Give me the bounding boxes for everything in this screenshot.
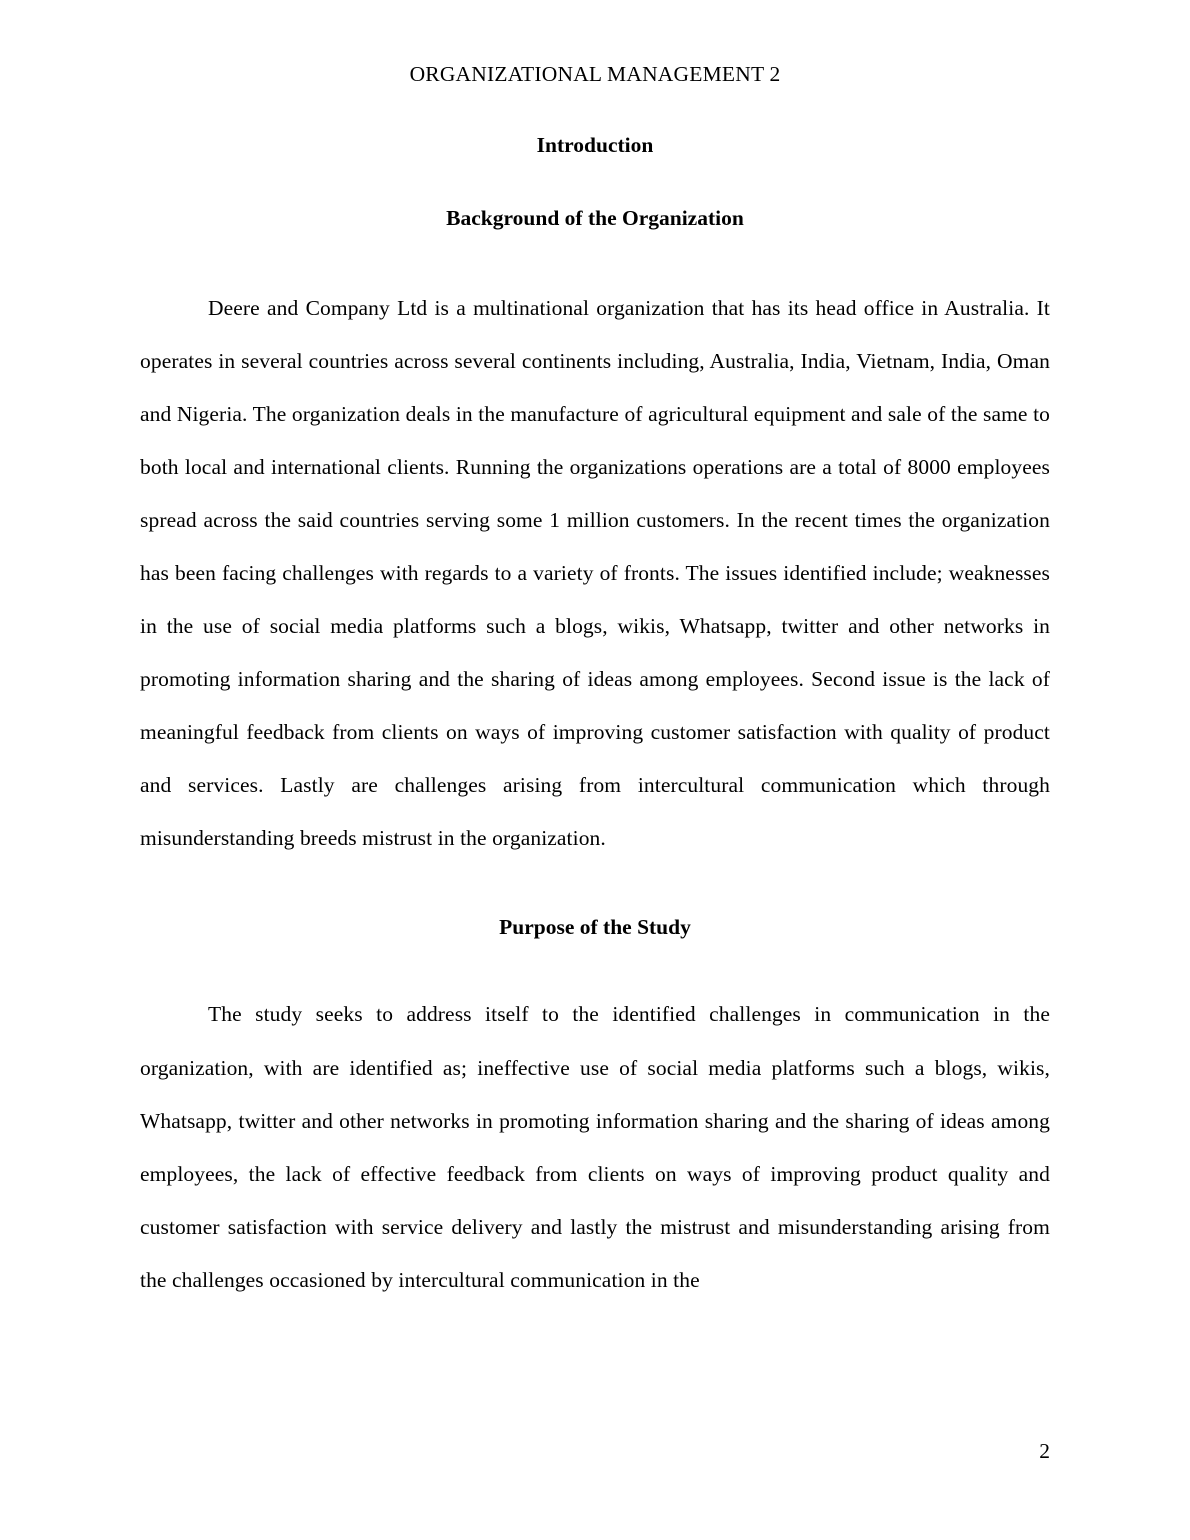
running-head: ORGANIZATIONAL MANAGEMENT 2 — [409, 62, 781, 86]
paragraph-background: Deere and Company Ltd is a multinational organization that has its head office in Australia. It operates in several countries across several continents including, Australia, India, Vietnam, India, Oman and Nigeria. The organization deals in the manufacture of agricultural equipment and sale of the same to both local and international clients. Running the organizations operations are a total of 8000 employees spread across the said countries serving some 1 million customers. In the recent times the organization has been facing challenges with regards to a variety of fronts. The issues identified include; weaknesses in the use of social media platforms such a blogs, wikis, Whatsapp, twitter and other networks in promoting information sharing and the sharing of ideas among employees. Second issue is the lack of meaningful feedback from clients on ways of improving customer satisfaction with quality of product and services. Lastly are challenges arising from intercultural communication which through misunderstanding breeds mistrust in the organization. — [140, 295, 1050, 851]
heading-background-of-the-organization: Background of the Organization — [446, 205, 744, 230]
heading-purpose-of-the-study: Purpose of the Study — [499, 914, 691, 939]
paragraph-purpose: The study seeks to address itself to the identified challenges in communication in the organization, with are identified as; ineffective use of social media platforms such a blogs, wikis, Whatsapp, twitter and other networks in promoting information sharing and the sharing of ideas among employees, the lack of effective feedback from clients on ways of improving product quality and customer satisfaction with service delivery and lastly the mistrust and misunderstanding arising from the challenges occasioned by intercultural communication in the — [140, 1002, 1050, 1292]
heading-introduction: Introduction — [536, 132, 654, 157]
page-number: 2 — [1039, 1438, 1050, 1463]
